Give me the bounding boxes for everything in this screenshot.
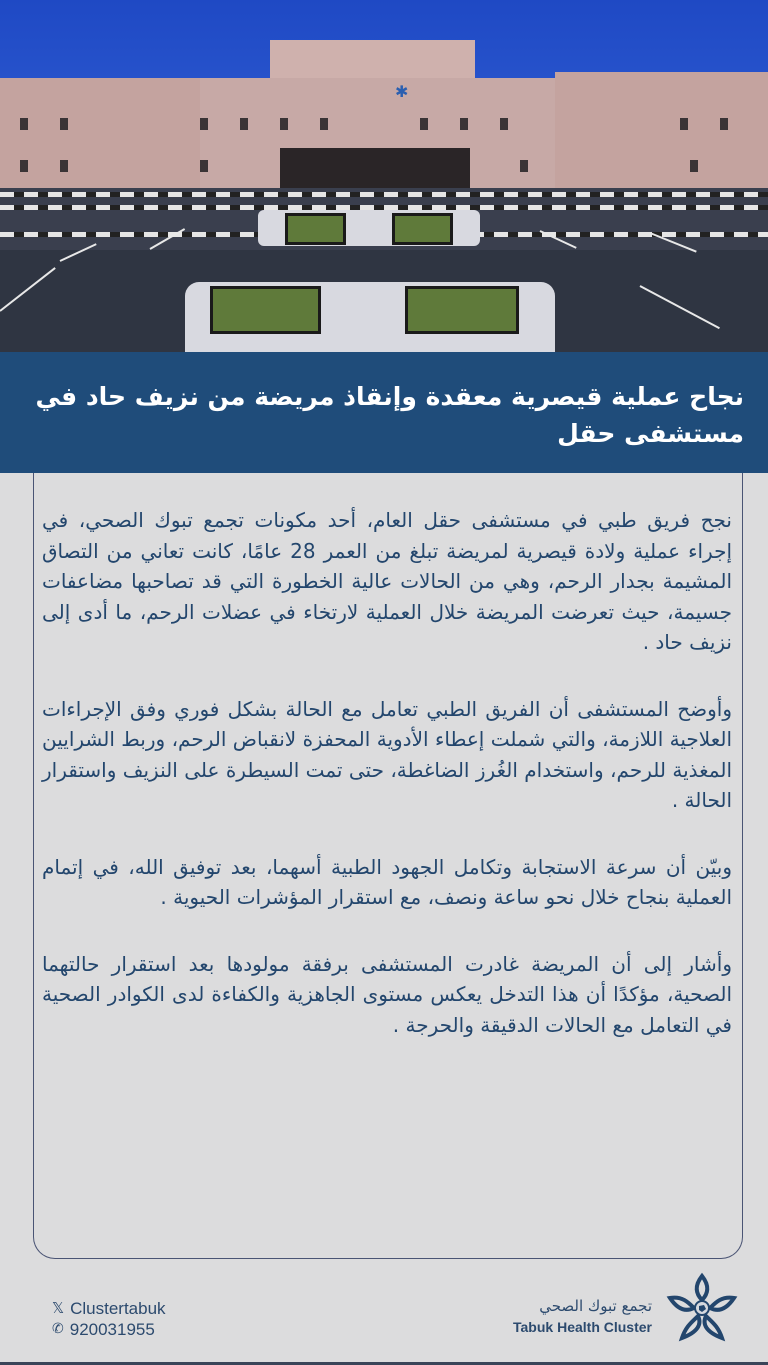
window — [20, 160, 28, 172]
window — [200, 160, 208, 172]
hero-photo — [0, 0, 768, 352]
article-paragraph: نجح فريق طبي في مستشفى حقل العام، أحد مكونات تجمع تبوك الصحي، في إجراء عملية ولادة قيصرية لمريضة تبلغ من العمر 28 عامًا، كانت تعاني من التصاق المشيمة بجدار الرحم، وهي من الحالات عالية الخطورة التي قد تصاحبها مضاعفات جسيمة، حيث تعرضت المريضة خلال العملية لارتخاء في عضلات الرحم، ما أدى إلى نزيف حاد . — [42, 508, 732, 654]
window — [280, 118, 288, 130]
window — [200, 118, 208, 130]
building-right-wing — [555, 72, 768, 188]
window — [60, 160, 68, 172]
article-paragraph: وأوضح المستشفى أن الفريق الطبي تعامل مع الحالة بشكل فوري وفق الإجراءات العلاجية اللازمة، والتي شملت إعطاء الأدوية المحفزة لانقباض الرحم، وربط الشرايين المغذية للرحم، واستخدام الغُرز الضاغطة، حتى تمت السيطرة على النزيف واستقرار الحالة . — [42, 696, 732, 812]
planter — [405, 286, 519, 334]
curb — [470, 232, 768, 237]
window — [60, 118, 68, 130]
window — [460, 118, 468, 130]
building-tower — [270, 40, 475, 82]
planter — [392, 213, 453, 245]
brand-name-en: Tabuk Health Cluster — [513, 1319, 652, 1335]
article-paragraph: وأشار إلى أن المريضة غادرت المستشفى برفقة مولودها بعد استقرار حالتهما الصحية، مؤكدًا أن هذا التدخل يعكس مستوى الجاهزية والكفاءة لدى الكوادر الصحية في التعامل مع الحالات الدقيقة والحرجة . — [42, 951, 732, 1037]
article-body — [42, 505, 732, 1076]
window — [680, 118, 688, 130]
window — [720, 118, 728, 130]
article-title: نجاح عملية قيصرية معقدة وإنقاذ مريضة من نزيف حاد في مستشفى حقل — [35, 382, 744, 448]
window — [500, 118, 508, 130]
brand-block — [513, 1296, 652, 1338]
window — [690, 160, 698, 172]
window — [520, 160, 528, 172]
planter — [285, 213, 346, 245]
window — [240, 118, 248, 130]
social-handle-row[interactable] — [52, 1298, 166, 1319]
window — [20, 118, 28, 130]
x-logo-icon: 𝕏 — [52, 1299, 65, 1317]
phone-row[interactable] — [52, 1319, 166, 1340]
star-flower-logo-icon — [666, 1272, 738, 1342]
curb — [0, 192, 768, 197]
window — [320, 118, 328, 130]
footer-contacts — [52, 1298, 166, 1340]
article-paragraph: وبيّن أن سرعة الاستجابة وتكامل الجهود الطبية أسهما، بعد توفيق الله، في إتمام العملية بنجاح خلال نحو ساعة ونصف، مع استقرار المؤشرات الحيوية . — [42, 854, 732, 909]
phone-icon: ✆ — [52, 1321, 64, 1337]
building-left-wing — [0, 78, 200, 188]
hospital-logo-icon: ✱ — [395, 82, 409, 101]
window — [420, 118, 428, 130]
phone-number: 920031955 — [69, 1320, 155, 1339]
curb — [0, 232, 260, 237]
planter — [210, 286, 321, 334]
brand-name-ar: تجمع تبوك الصحي — [539, 1297, 652, 1315]
social-handle: Clustertabuk — [70, 1299, 166, 1318]
building-entrance — [280, 148, 470, 188]
